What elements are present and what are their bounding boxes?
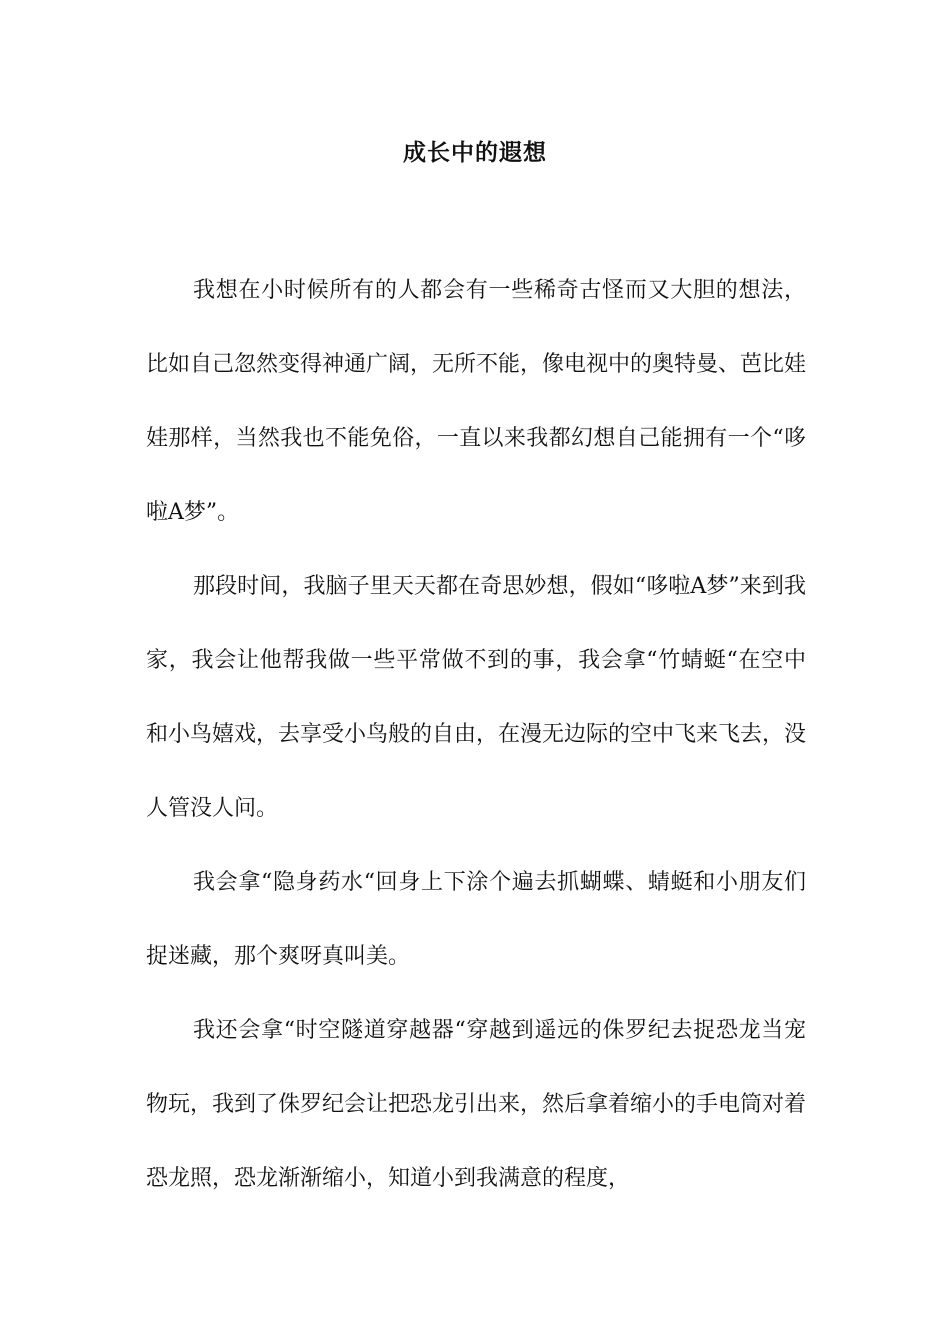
document-title: 成长中的遐想 <box>403 140 547 166</box>
paragraph-3: 我会拿“隐身药水“回身上下涂个遍去抓蝴蝶、蜻蜓和小朋友们捉迷藏，那个爽呀真叫美。 <box>146 870 806 969</box>
document-body <box>146 254 806 1216</box>
paragraph-4: 我还会拿“时空隧道穿越器“穿越到遥远的侏罗纪去捉恐龙当宠物玩，我到了侏罗纪会让把恐龙引出来，然后拿着缩小的手电筒对着恐龙照，恐龙渐渐缩小，知道小到我满意的程度， <box>146 1018 807 1191</box>
paragraph-1: 我想在小时候所有的人都会有一些稀奇古怪而又大胆的想法，比如自己忽然变得神通广阔，无所不能，像电视中的奥特曼、芭比娃娃那样，当然我也不能免俗，一直以来我都幻想自己能拥有一个“哆啦A梦”。 <box>146 278 807 525</box>
paragraph-2: 那段时间，我脑子里天天都在奇思妙想，假如“哆啦A梦”来到我家，我会让他帮我做一些平常做不到的事，我会拿“竹蜻蜓“在空中和小鸟嬉戏，去享受小鸟般的自由，在漫无边际的空中飞来飞去，没人管没人问。 <box>146 574 807 821</box>
